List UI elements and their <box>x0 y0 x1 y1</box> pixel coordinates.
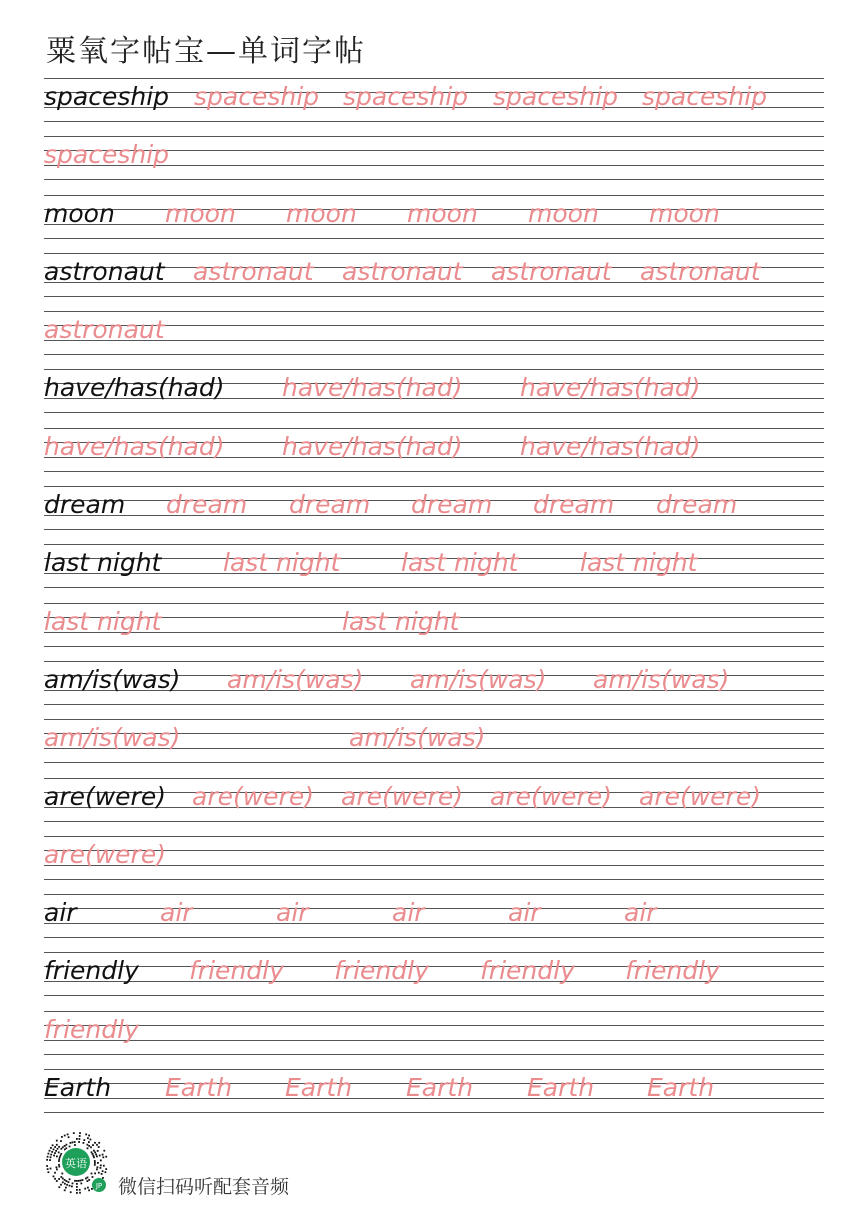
ruled-line <box>44 603 824 604</box>
model-word: air <box>44 898 77 928</box>
trace-word: spaceship <box>343 82 469 111</box>
trace-word: have/has(had) <box>520 431 701 461</box>
trace-word: last night <box>401 548 519 578</box>
ruled-line <box>44 1054 824 1055</box>
trace-word: astronaut <box>342 256 463 286</box>
model-word: astronaut <box>44 256 165 286</box>
trace-word: are(were) <box>490 781 612 811</box>
ruled-line <box>44 428 824 429</box>
model-word: dream <box>44 490 126 520</box>
model-word: spaceship <box>44 82 170 111</box>
ruled-line <box>44 121 824 122</box>
ruled-line <box>44 995 824 996</box>
model-word: am/is(was) <box>44 664 181 694</box>
ruled-line <box>44 1069 824 1070</box>
trace-word: Earth <box>165 1073 233 1103</box>
trace-word: spaceship <box>493 82 619 111</box>
ruled-line <box>44 136 824 137</box>
practice-row <box>44 536 824 594</box>
trace-word: am/is(was) <box>410 664 547 694</box>
ruled-line <box>44 836 824 837</box>
trace-word: Earth <box>647 1073 715 1103</box>
ruled-line <box>44 253 824 254</box>
trace-word: have/has(had) <box>282 431 463 461</box>
trace-word: dream <box>656 490 738 520</box>
practice-row <box>44 478 824 536</box>
practice-row <box>44 886 824 944</box>
trace-word: have/has(had) <box>44 431 225 461</box>
trace-word: Earth <box>527 1073 595 1103</box>
practice-row <box>44 303 824 361</box>
trace-word: am/is(was) <box>349 723 486 753</box>
trace-word: air <box>392 898 425 928</box>
trace-word: last night <box>44 606 162 636</box>
trace-word: air <box>160 898 193 928</box>
trace-word: moon <box>528 198 599 228</box>
trace-word: spaceship <box>194 82 320 111</box>
trace-word: are(were) <box>44 839 166 869</box>
model-word: have/has(had) <box>44 373 225 403</box>
trace-word: Earth <box>406 1073 474 1103</box>
trace-word: astronaut <box>44 315 165 345</box>
ruled-line <box>44 1025 824 1026</box>
ruled-line <box>44 296 824 297</box>
ruled-line <box>44 879 824 880</box>
ruled-line <box>44 821 824 822</box>
trace-word: dream <box>533 490 615 520</box>
qr-code-icon[interactable] <box>42 1128 110 1196</box>
trace-word: astronaut <box>640 256 761 286</box>
practice-row <box>44 361 824 419</box>
practice-row <box>44 770 824 828</box>
trace-word: dream <box>411 490 493 520</box>
trace-word: are(were) <box>192 781 314 811</box>
trace-word: friendly <box>625 956 720 986</box>
model-word: Earth <box>44 1073 112 1103</box>
trace-word: last night <box>342 606 460 636</box>
page-title: 粟氧字帖宝—单词字帖 <box>46 34 366 69</box>
trace-word: last night <box>223 548 341 578</box>
trace-word: air <box>276 898 309 928</box>
trace-word: air <box>508 898 541 928</box>
practice-row <box>44 420 824 478</box>
ruled-line <box>44 661 824 662</box>
trace-word: am/is(was) <box>593 664 730 694</box>
trace-word: moon <box>165 198 236 228</box>
trace-word: last night <box>580 548 698 578</box>
trace-word: astronaut <box>193 256 314 286</box>
trace-word: friendly <box>189 956 284 986</box>
trace-word: moon <box>407 198 478 228</box>
trace-word: have/has(had) <box>520 373 701 403</box>
practice-row <box>44 944 824 1002</box>
ruled-line <box>44 238 824 239</box>
ruled-line <box>44 179 824 180</box>
trace-word: have/has(had) <box>282 373 463 403</box>
practice-row <box>44 70 824 128</box>
ruled-line <box>44 952 824 953</box>
footer <box>42 1128 342 1198</box>
trace-word: air <box>624 898 657 928</box>
practice-row <box>44 128 824 186</box>
model-word: are(were) <box>44 781 166 811</box>
ruled-line <box>44 78 824 79</box>
trace-word: friendly <box>480 956 575 986</box>
practice-row <box>44 187 824 245</box>
trace-word: dream <box>166 490 248 520</box>
ruled-line <box>44 369 824 370</box>
ruled-line <box>44 937 824 938</box>
trace-word: are(were) <box>639 781 761 811</box>
ruled-line <box>44 412 824 413</box>
ruled-line <box>44 195 824 196</box>
qr-small-label: JP <box>95 1182 103 1190</box>
model-word: friendly <box>44 956 139 986</box>
trace-word: friendly <box>44 1014 139 1044</box>
practice-row <box>44 1003 824 1061</box>
practice-row <box>44 1061 824 1119</box>
ruled-line <box>44 704 824 705</box>
ruled-line <box>44 778 824 779</box>
trace-word: moon <box>649 198 720 228</box>
ruled-line <box>44 719 824 720</box>
trace-word: friendly <box>334 956 429 986</box>
model-word: last night <box>44 548 162 578</box>
practice-row <box>44 245 824 303</box>
model-word: moon <box>44 198 115 228</box>
ruled-line <box>44 587 824 588</box>
trace-word: Earth <box>285 1073 353 1103</box>
ruled-line <box>44 529 824 530</box>
practice-rows <box>44 70 824 1119</box>
trace-word: am/is(was) <box>44 723 181 753</box>
ruled-line <box>44 1112 824 1113</box>
trace-word: moon <box>286 198 357 228</box>
practice-row <box>44 828 824 886</box>
footer-caption: 微信扫码听配套音频 <box>118 1176 290 1198</box>
trace-word: are(were) <box>341 781 463 811</box>
ruled-line <box>44 1011 824 1012</box>
ruled-line <box>44 1040 824 1041</box>
trace-word: dream <box>289 490 371 520</box>
qr-badge-label: 英语 <box>65 1157 87 1170</box>
ruled-line <box>44 646 824 647</box>
practice-row <box>44 653 824 711</box>
ruled-line <box>44 471 824 472</box>
trace-word: spaceship <box>642 82 768 111</box>
practice-row <box>44 595 824 653</box>
ruled-line <box>44 486 824 487</box>
ruled-line <box>44 311 824 312</box>
trace-word: spaceship <box>44 140 170 170</box>
ruled-line <box>44 354 824 355</box>
trace-word: astronaut <box>491 256 612 286</box>
ruled-line <box>44 544 824 545</box>
ruled-line <box>44 894 824 895</box>
ruled-line <box>44 762 824 763</box>
practice-row <box>44 711 824 769</box>
trace-word: am/is(was) <box>227 664 364 694</box>
